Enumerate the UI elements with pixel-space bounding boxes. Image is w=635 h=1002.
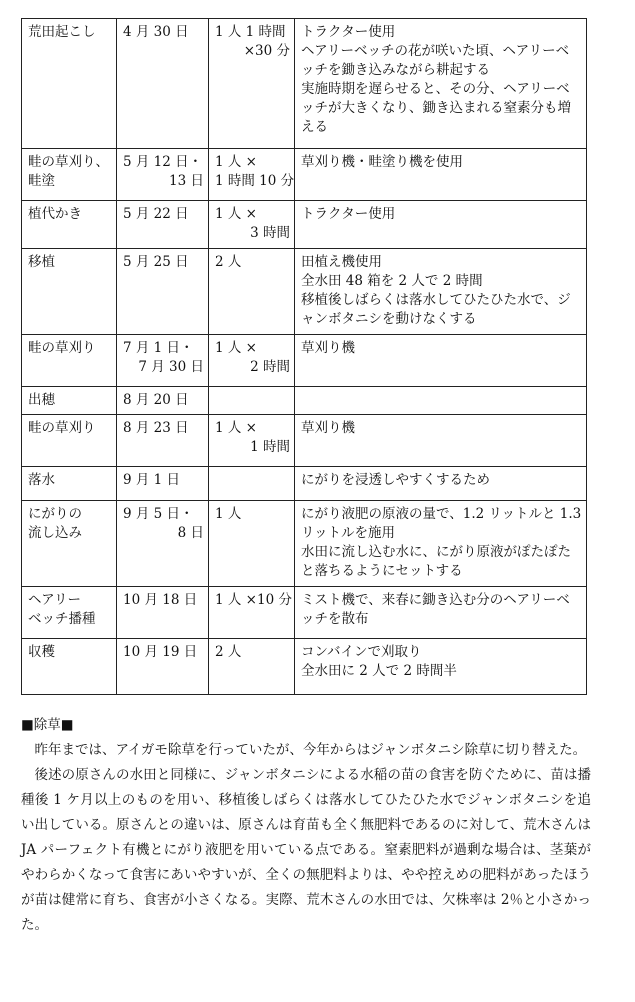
date-line: 7 月 30 日 [138,359,204,375]
task-cell [22,467,117,501]
labor-line: 1 人 × [215,206,257,222]
labor-cell [209,387,295,415]
task-line: にがりの [28,506,82,522]
date-cell [117,387,209,415]
labor-cell [209,501,295,587]
notes-line: 全水田 48 箱を 2 人で 2 時間 [301,273,483,289]
date-cell [117,415,209,467]
task-line: ベッチ播種 [28,611,96,627]
task-line: 畦の草刈り、 [28,154,109,170]
task-line: 出穂 [28,392,55,408]
notes-cell [295,587,587,639]
table-row [22,467,587,501]
notes-cell [295,249,587,335]
task-line: 畦塗 [28,173,55,189]
task-cell [22,501,117,587]
task-line: 落水 [28,472,55,488]
labor-line: 1 人 1 時間 [215,24,286,40]
task-cell [22,587,117,639]
notes-line: 草刈り機 [301,340,355,356]
notes-line: 移植後しばらくは落水してひたひた水で、ジャンボタニシを動けなくする [301,292,571,327]
notes-line: トラクター使用 [301,206,396,222]
table-row [22,149,587,201]
task-line: 収穫 [28,644,55,660]
labor-cell [209,149,295,201]
paragraph: 昨年までは、アイガモ除草を行っていたが、今年からはジャンボタニシ除草に切り替えた。 [34,742,587,758]
date-line: 7 月 1 日・ [123,340,194,356]
date-cell [117,19,209,149]
labor-cell [209,201,295,249]
notes-cell [295,387,587,415]
labor-line: 1 時間 10 分 [215,173,295,189]
labor-cell [209,19,295,149]
table-row [22,587,587,639]
labor-cell [209,415,295,467]
task-cell [22,639,117,695]
task-cell [22,19,117,149]
notes-line: 田植え機使用 [301,254,382,270]
task-cell [22,335,117,387]
labor-cell [209,467,295,501]
weeding-section [21,713,591,938]
labor-cell [209,249,295,335]
date-line: 5 月 25 日 [123,254,189,270]
notes-line: ミスト機で、来春に鋤き込む分のヘアリーベッチを散布 [301,592,570,627]
labor-line: 1 人 ×10 分 [215,592,292,608]
table-row [22,19,587,149]
task-cell [22,415,117,467]
task-line: 流し込み [28,525,82,541]
notes-cell [295,201,587,249]
notes-cell [295,415,587,467]
notes-line: ヘアリーベッチの花が咲いた頃、ヘアリーベッチを鋤き込みながら耕起する [301,43,570,78]
date-line: 9 月 1 日 [123,472,181,488]
task-cell [22,249,117,335]
labor-line: 1 人 [215,506,242,522]
notes-line: 全水田に 2 人で 2 時間半 [301,663,457,679]
notes-line: にがり液肥の原液の量で、1.2 リットルと 1.3 リットルを施用 [301,506,582,541]
task-cell [22,387,117,415]
table-row [22,249,587,335]
notes-line: 草刈り機 [301,420,355,436]
date-cell [117,335,209,387]
task-line: 荒田起こし [28,24,96,40]
task-line: ヘアリー [28,592,82,608]
labor-line: 2 人 [215,644,242,660]
labor-line: 1 人 × [215,340,257,356]
section-heading: ■除草■ [21,717,74,733]
notes-line: 草刈り機・畦塗り機を使用 [301,154,463,170]
notes-cell [295,501,587,587]
table-row [22,415,587,467]
date-cell [117,201,209,249]
table-row [22,201,587,249]
task-line: 畦の草刈り [28,340,96,356]
date-cell [117,467,209,501]
date-line: 9 月 5 日・ [123,506,194,522]
labor-cell [209,335,295,387]
notes-line: トラクター使用 [301,24,396,40]
notes-line: 水田に流し込む水に、にがり原液がぽたぽたと落ちるようにセットする [301,544,571,579]
date-line: 8 月 20 日 [123,392,189,408]
schedule-table [21,18,587,695]
notes-cell [295,19,587,149]
notes-cell [295,149,587,201]
labor-line: 1 人 × [215,420,257,436]
date-line: 5 月 22 日 [123,206,189,222]
date-line: 8 月 23 日 [123,420,189,436]
schedule-table-body [22,19,587,695]
date-line: 8 日 [177,525,204,541]
table-row [22,387,587,415]
date-line: 10 月 19 日 [123,644,198,660]
labor-cell [209,587,295,639]
table-row [22,639,587,695]
labor-line: 1 時間 [250,439,290,455]
task-line: 植代かき [28,206,82,222]
paragraph: 後述の原さんの水田と同様に、ジャンボタニシによる水稲の苗の食害を防ぐために、苗は播種後 1 ケ月以上のものを用い、移植後しばらくは落水してひたひた水でジャンボタニシを追い出している。原さんとの違いは、原さんは育苗も全く無肥料であるのに対して、荒木さんは JA パーフェクト有機とにがり液肥を用いている点である。窒素肥料が過剰な場合は、茎葉がやわらかくなって食害にあいやすいが、全くの無肥料よりは、やや控えめの肥料があったほうが苗は健常に育ち、食害が小さくなる。実際、荒木さんの水田では、欠株率は 2％と小さかった。 [21,767,591,933]
notes-line: コンバインで刈取り [301,644,422,660]
labor-line: 2 人 [215,254,242,270]
date-cell [117,501,209,587]
date-line: 10 月 18 日 [123,592,198,608]
labor-line: 3 時間 [250,225,290,241]
task-line: 畦の草刈り [28,420,96,436]
table-row [22,335,587,387]
notes-cell [295,639,587,695]
table-row [22,501,587,587]
task-cell [22,201,117,249]
notes-cell [295,335,587,387]
labor-line: 2 時間 [250,359,290,375]
labor-line: ×30 分 [243,43,290,59]
notes-cell [295,467,587,501]
date-cell [117,249,209,335]
date-cell [117,639,209,695]
date-line: 5 月 12 日・ [123,154,203,170]
notes-line: 実施時期を遅らせると、その分、ヘアリーベッチが大きくなり、鋤き込まれる窒素分も増える [301,81,571,135]
labor-line: 1 人 × [215,154,257,170]
notes-line: にがりを浸透しやすくするため [301,472,490,488]
date-cell [117,587,209,639]
task-line: 移植 [28,254,55,270]
date-cell [117,149,209,201]
date-line: 13 日 [169,173,204,189]
labor-cell [209,639,295,695]
task-cell [22,149,117,201]
date-line: 4 月 30 日 [123,24,189,40]
